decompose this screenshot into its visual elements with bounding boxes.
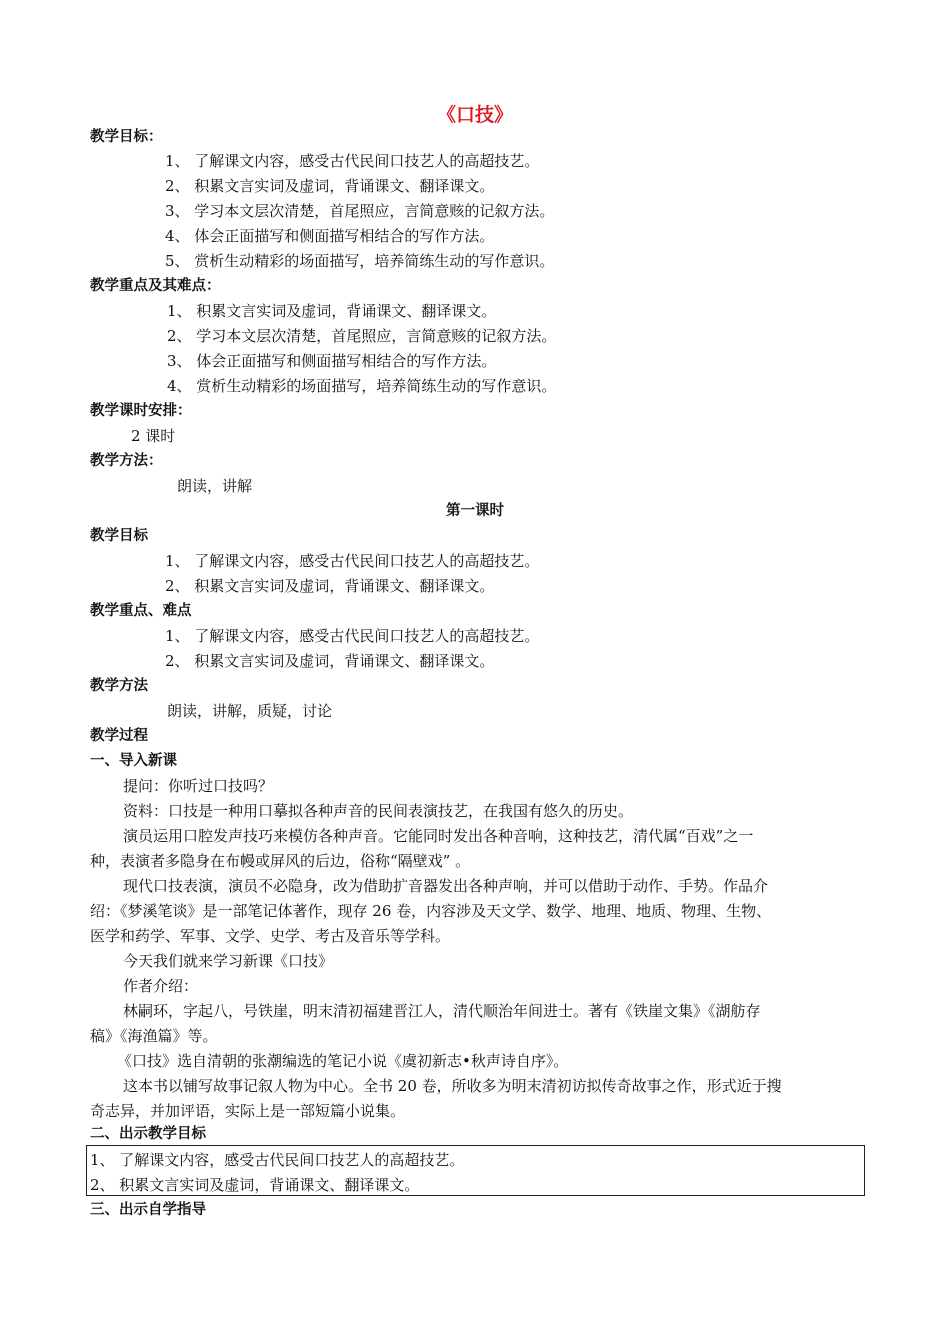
teaching-goals-heading: 教学目标： [90, 129, 163, 145]
paragraph-line: 医学和药学、军事、文学、史学、考古及音乐等学科。 [90, 927, 451, 945]
paragraph-line: 今天我们就来学习新课《口技》 [123, 952, 334, 970]
schedule-value: 2 课时 [131, 427, 176, 445]
key-points-heading: 教学重点及其难点： [90, 278, 221, 294]
document-title: 《口技》 [436, 104, 513, 126]
lesson-key-heading: 教学重点、难点 [90, 603, 192, 619]
lesson-goal-item: 1、 了解课文内容，感受古代民间口技艺人的高超技艺。 [165, 552, 540, 570]
paragraph-line: 现代口技表演，演员不必隐身，改为借助扩音器发出各种声响，并可以借助于动作、手势。作品介 [123, 877, 769, 895]
goal-item: 2、 积累文言实词及虚词，背诵课文、翻译课文。 [165, 177, 495, 195]
goal-item: 3、 学习本文层次清楚，首尾照应，言简意赅的记叙方法。 [165, 202, 555, 220]
lesson-goals-heading: 教学目标 [90, 528, 148, 544]
paragraph-line: 林嗣环，字起八，号铁崖，明末清初福建晋江人，清代顺治年间进士。著有《铁崖文集》《湖舫存 [123, 1002, 761, 1020]
paragraph-line: 稿》《海渔篇》等。 [90, 1027, 218, 1045]
paragraph-line: 提问：你听过口技吗？ [123, 777, 274, 795]
paragraph-line: 奇志异，并加评语，实际上是一部短篇小说集。 [90, 1102, 406, 1120]
paragraph-line: 种，表演者多隐身在布幔或屏风的后边，俗称“隔壁戏” 。 [90, 852, 471, 870]
key-point-item: 4、 赏析生动精彩的场面描写，培养简练生动的写作意识。 [167, 377, 557, 395]
lesson-key-item: 1、 了解课文内容，感受古代民间口技艺人的高超技艺。 [165, 627, 540, 645]
part-three-heading: 三、出示自学指导 [90, 1202, 206, 1218]
lesson-goal-item: 2、 积累文言实词及虚词，背诵课文、翻译课文。 [165, 577, 495, 595]
paragraph-line: 绍：《梦溪笔谈》是一部笔记体著作，现存 26 卷，内容涉及天文学、数学、地理、地质、物理、生物、 [90, 902, 772, 920]
goal-item: 4、 体会正面描写和侧面描写相结合的写作方法。 [165, 227, 495, 245]
key-point-item: 2、 学习本文层次清楚，首尾照应，言简意赅的记叙方法。 [167, 327, 557, 345]
paragraph-line: 演员运用口腔发声技巧来模仿各种声音。它能同时发出各种音响，这种技艺，清代属“百戏”之一 [123, 827, 754, 845]
process-heading: 教学过程 [90, 728, 148, 744]
paragraph-line: 作者介绍： [123, 977, 199, 995]
key-point-item: 1、 积累文言实词及虚词，背诵课文、翻译课文。 [167, 302, 497, 320]
lesson-one-heading: 第一课时 [446, 503, 504, 519]
method-value: 朗读，讲解 [177, 477, 253, 495]
goals-box-line: 2、 积累文言实词及虚词，背诵课文、翻译课文。 [90, 1176, 420, 1194]
key-point-item: 3、 体会正面描写和侧面描写相结合的写作方法。 [167, 352, 497, 370]
method-heading: 教学方法： [90, 453, 163, 469]
lesson-method-heading: 教学方法 [90, 678, 148, 694]
paragraph-line: 资料：口技是一种用口摹拟各种声音的民间表演技艺，在我国有悠久的历史。 [123, 802, 634, 820]
lesson-key-item: 2、 积累文言实词及虚词，背诵课文、翻译课文。 [165, 652, 495, 670]
schedule-heading: 教学课时安排： [90, 403, 192, 419]
lesson-method-value: 朗读，讲解，质疑，讨论 [167, 702, 333, 720]
goal-item: 1、 了解课文内容，感受古代民间口技艺人的高超技艺。 [165, 152, 540, 170]
part-two-heading: 二、出示教学目标 [90, 1126, 206, 1142]
paragraph-line: 《口技》选自清朝的张潮编选的笔记小说《虞初新志•秋声诗自序》。 [117, 1052, 569, 1070]
part-one-heading: 一、导入新课 [90, 753, 177, 769]
goals-box-line: 1、 了解课文内容，感受古代民间口技艺人的高超技艺。 [90, 1151, 465, 1169]
paragraph-line: 这本书以铺写故事记叙人物为中心。全书 20 卷，所收多为明末清初访拟传奇故事之作，形式近于搜 [123, 1077, 782, 1095]
goal-item: 5、 赏析生动精彩的场面描写，培养简练生动的写作意识。 [165, 252, 555, 270]
